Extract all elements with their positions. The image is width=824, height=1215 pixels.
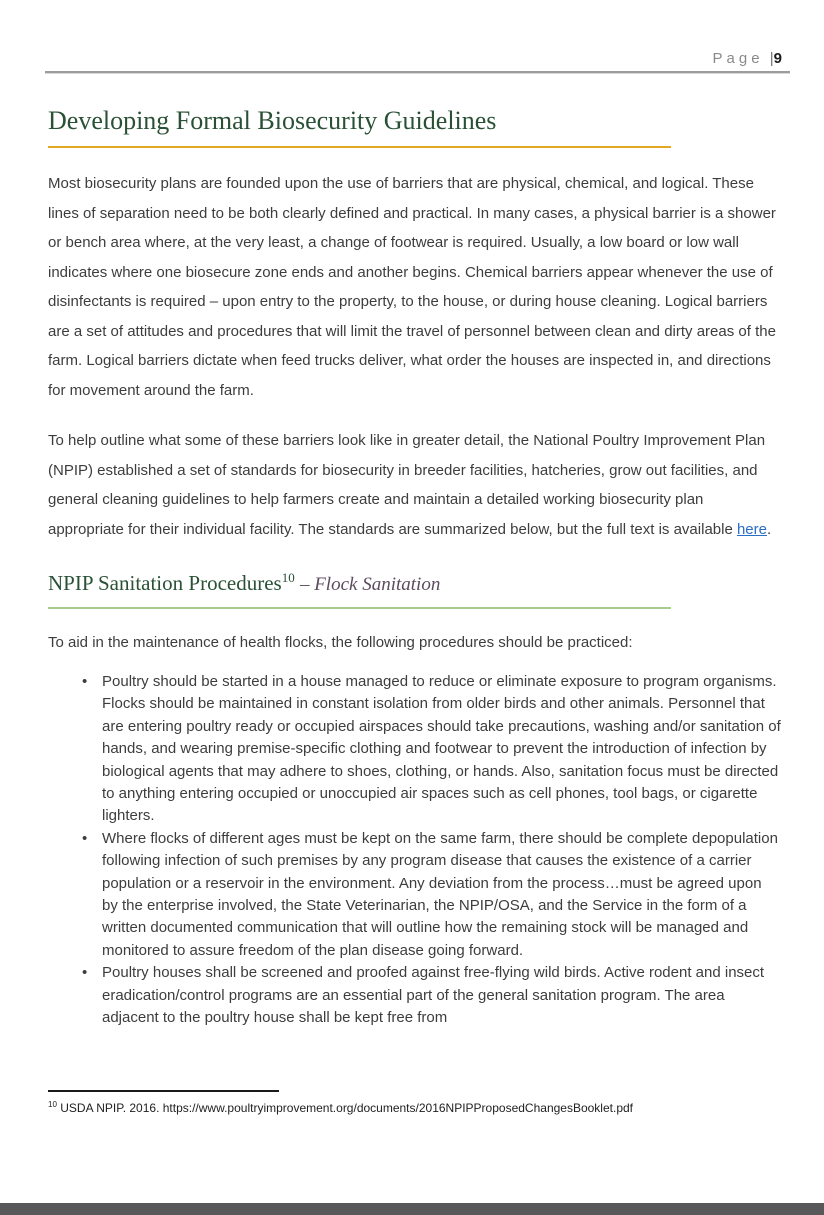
footnote-divider bbox=[48, 1090, 279, 1092]
page-number: 9 bbox=[773, 50, 783, 67]
footnote-marker: 10 bbox=[48, 1100, 57, 1109]
subsection-title bbox=[48, 570, 671, 609]
document-body bbox=[48, 0, 781, 1030]
page-header-separator: | bbox=[769, 50, 774, 67]
list-lead-in: To aid in the maintenance of health flocks, the following procedures should be practiced: bbox=[48, 634, 633, 651]
section-title: Developing Formal Biosecurity Guidelines bbox=[48, 104, 671, 148]
paragraph-barriers: Most biosecurity plans are founded upon the use of barriers that are physical, chemical, and logical. These lines of separation need to be both clearly defined and practical. In many cases, a physical barrier is a shower or bench area where, at the very least, a change of footwear is required. Usually, a low board or low wall indicates where one biosecure zone ends and another begins. Chemical barriers appear whenever the use of disinfectants is required – upon entry to the property, to the house, or during house cleaning. Logical barriers are a set of attitudes and procedures that will limit the travel of personnel between clean and dirty areas of the farm. Logical barriers dictate when feed trucks deliver, what order the houses are inspected in, and directions for movement around the farm. bbox=[48, 175, 776, 399]
procedures-list bbox=[48, 671, 781, 1030]
subsection-title-text: NPIP Sanitation Procedures bbox=[48, 571, 282, 595]
paragraph-npip-period: . bbox=[767, 520, 772, 538]
footnote-citation: USDA NPIP. 2016. https://www.poultryimprovement.org/documents/2016NPIPProposedChangesBooklet.pdf bbox=[56, 1101, 633, 1115]
list-item: • Poultry houses shall be screened and proofed against free-flying wild birds. Active rodent and insect eradication/control programs are an essential part of the general sanitation program. The area adjacent to the poultry house shall be kept free from bbox=[82, 962, 781, 1029]
list-item: • Where flocks of different ages must be kept on the same farm, there should be complete depopulation following infection of such premises by any program disease that causes the existence of a carrier population or a reservoir in the environment. Any deviation from the process…must be agreed upon by the enterprise involved, the State Veterinarian, the NPIP/OSA, and the Service in the form of a written documented communication that will outline how the remaining stock will be managed and monitored to assure freedom of the plan disease going forward. bbox=[82, 828, 781, 962]
footnote-reference: 10 bbox=[281, 570, 295, 585]
paragraph-npip bbox=[48, 426, 781, 544]
footnote bbox=[48, 1090, 788, 1116]
footnote-text bbox=[48, 1097, 788, 1116]
paragraph-npip-text: To help outline what some of these barriers look like in greater detail, the National Poultry Improvement Plan (NPIP) established a set of standards for biosecurity in breeder facilities, hatcheries, grow out facilities, and general cleaning guidelines to help farmers create and maintain a detailed working biosecurity plan appropriate for their individual facility. The standards are summarized below, but the full text is available bbox=[48, 432, 766, 538]
subsection-subtitle: Flock Sanitation bbox=[314, 574, 441, 595]
page-header-label: Page bbox=[712, 50, 764, 67]
subsection-dash: – bbox=[299, 574, 315, 595]
list-item: • Poultry should be started in a house managed to reduce or eliminate exposure to program organisms. Flocks should be maintained in constant isolation from older birds and other animals. Personnel that are entering poultry ready or occupied airspaces should take precautions, washing and/or sanitation of hands, and wearing premise-specific clothing and footwear to prevent the introduction of infection by biological agents that may adhere to shoes, clothing, or hands. Also, sanitation focus must be directed to anything entering occupied or unoccupied air spaces such as cell phones, tool bags, or cigarette lighters. bbox=[82, 671, 781, 828]
window-bottom-bar bbox=[0, 1203, 824, 1215]
here-link[interactable]: here bbox=[736, 520, 767, 538]
